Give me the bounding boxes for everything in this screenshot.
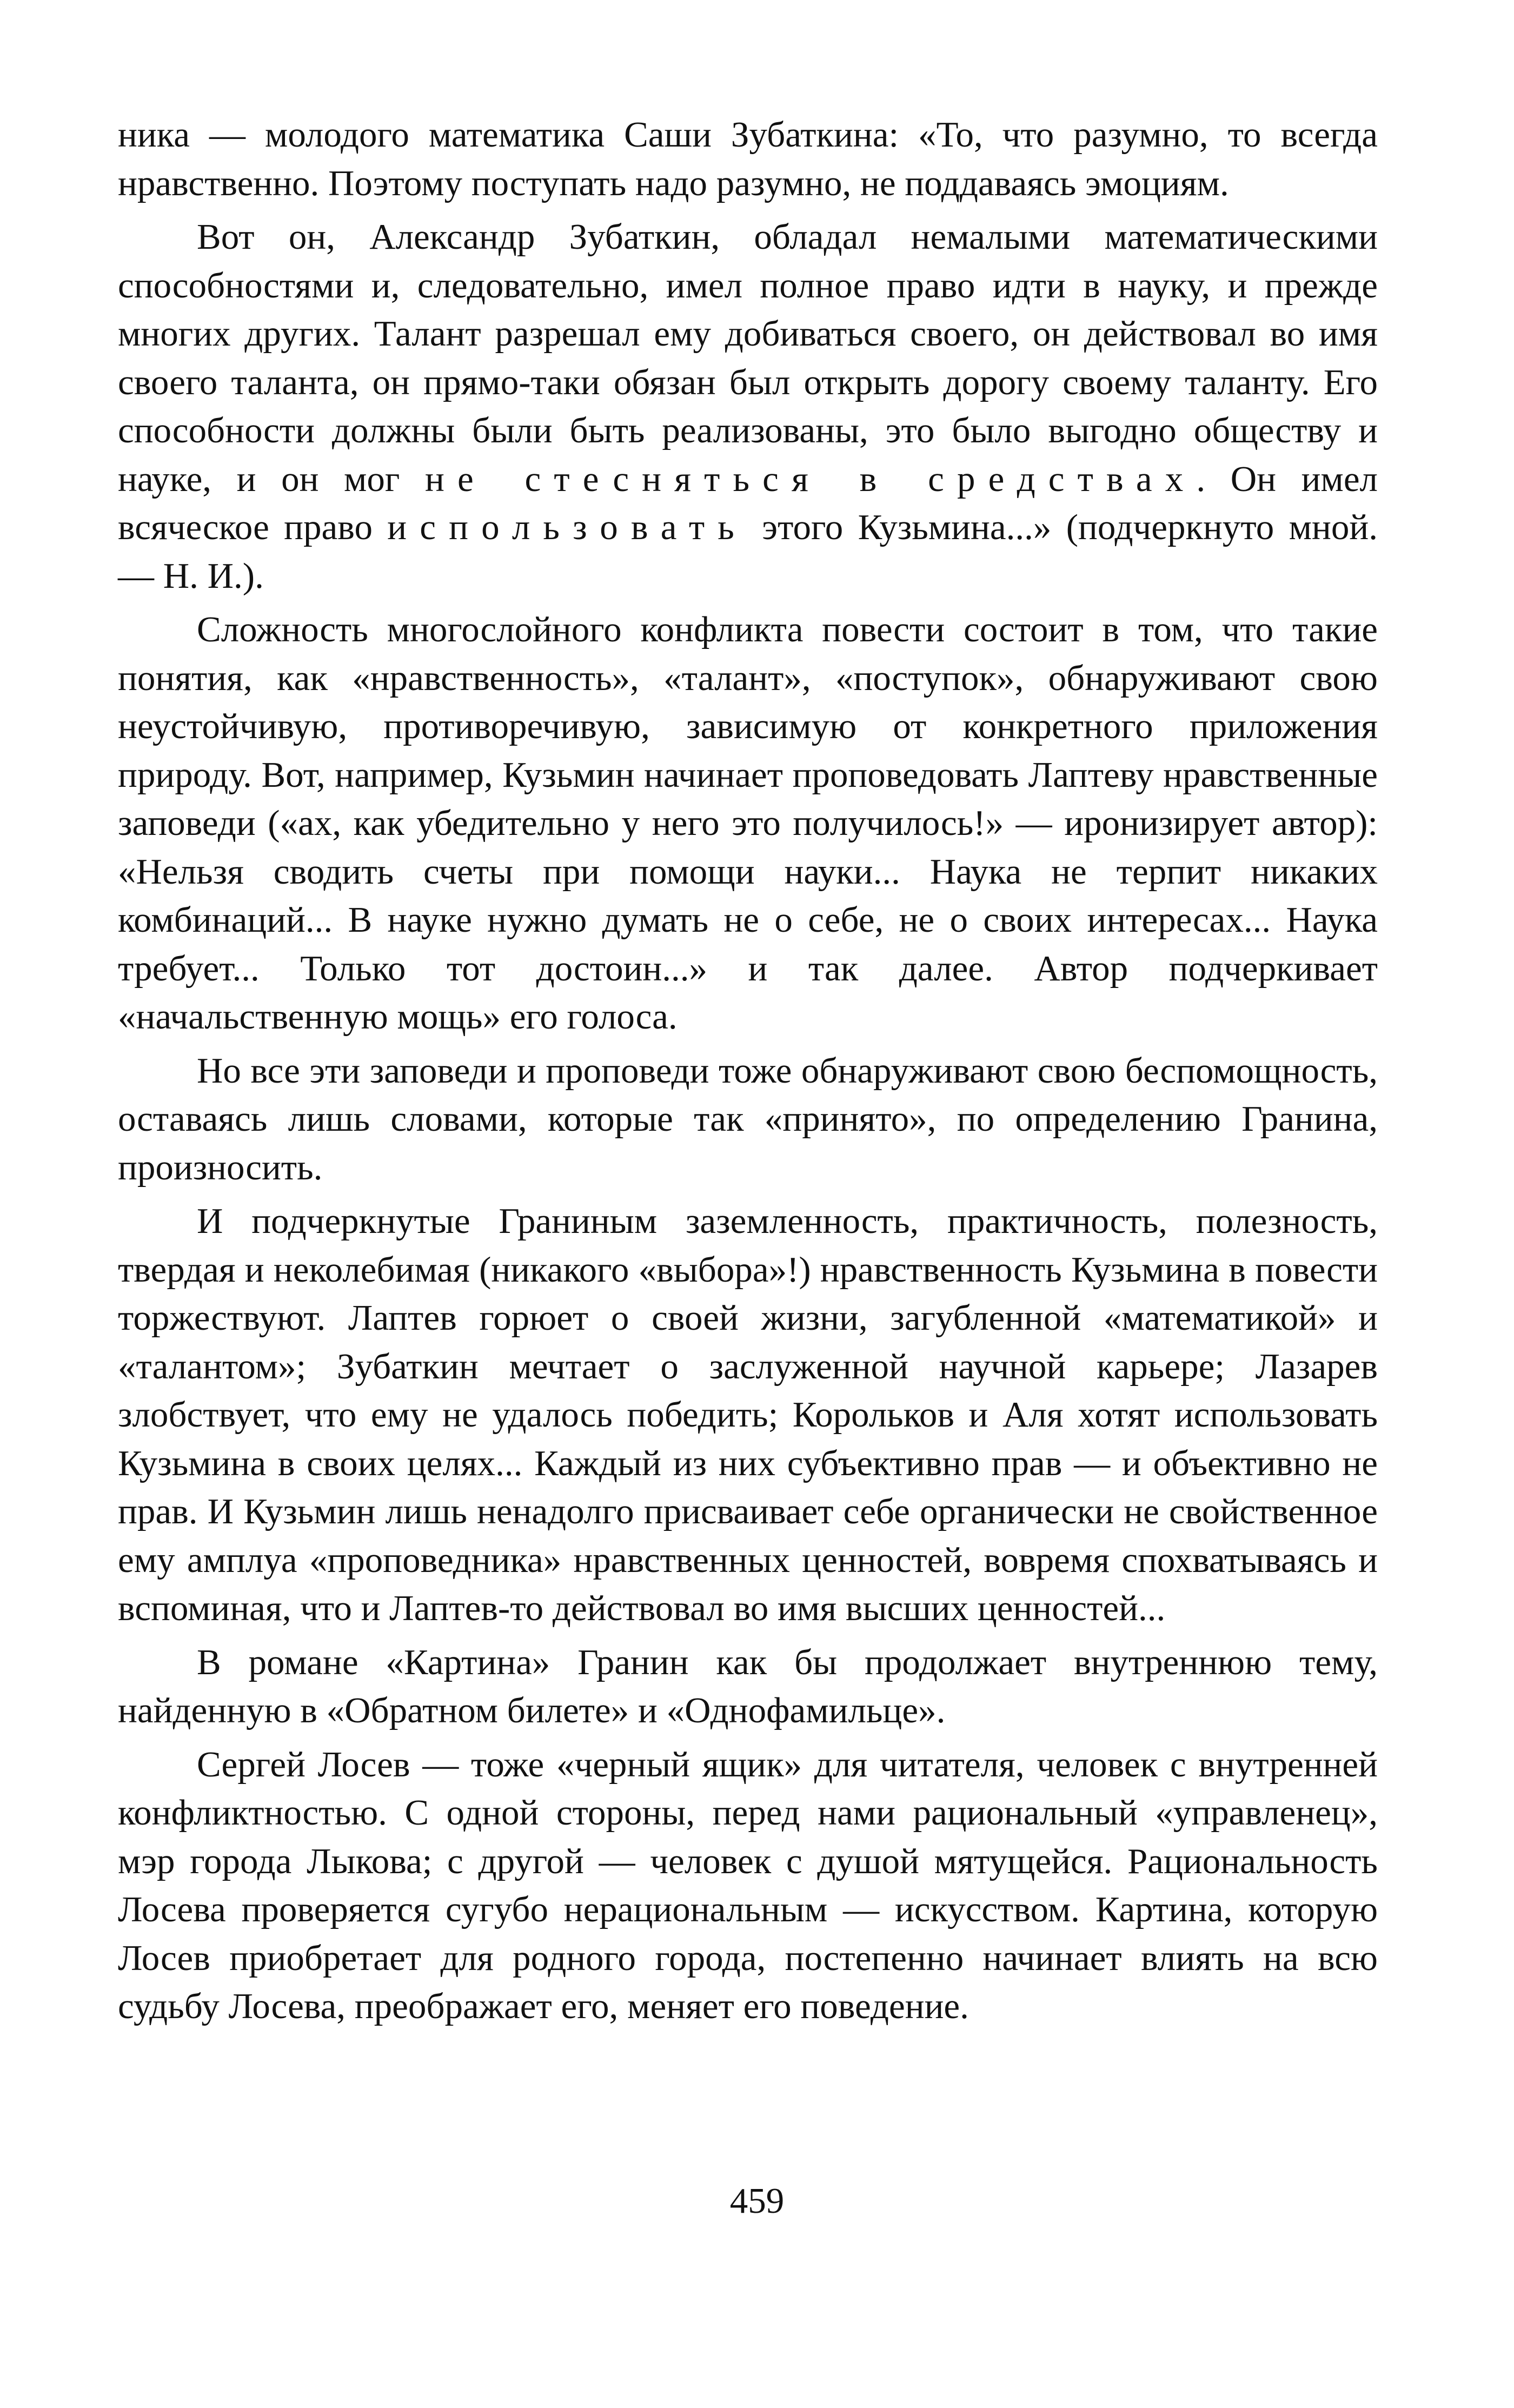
paragraph [118,1638,1378,1735]
paragraph-text: . Он имел всяческое право [118,459,1378,547]
paragraph-text: В романе «Картина» Гранин как бы продолжает внутреннюю тему, найденную в «Обратном билете» и «Однофамильце». [118,1642,1378,1730]
emphasized-text: не стесняться в средствах [425,459,1197,499]
paragraph-text: Вот он, Александр Зубаткин, обладал немалыми математическими способностями и, следовательно, имел полное право идти в науку, и прежде многих других. Талант разрешал ему добиваться своего, он действовал во имя своего таланта, он прямо-таки обязан был открыть дорогу своему таланту. Его способности должны были быть реализованы, это было выгодно обществу и науке, и он мог [118,217,1378,499]
page-number: 459 [729,2181,785,2221]
paragraph [118,213,1378,600]
paragraph-text: ника — молодого математика Саши Зубаткина: «То, что разумно, то всегда нравственно. Поэтому поступать надо разумно, не поддаваясь эмоциям. [118,115,1378,203]
paragraph [118,1741,1378,2031]
page-text [118,111,1378,2031]
paragraph-text: И подчеркнутые Граниным заземленность, практичность, полезность, твердая и неколебимая (никакого «выбора»!) нравственность Кузьмина в повести торжествуют. Лаптев горюет о своей жизни, загубленной «математикой» и «талантом»; Зубаткин мечтает о заслуженной научной карьере; Лазарев злобствует, что ему не удалось победить; Корольков и Аля хотят использовать Кузьмина в своих целях... Каждый из них субъективно прав — и объективно не прав. И Кузьмин лишь ненадолго присваивает себе органически не свойственное ему амплуа «проповедника» нравственных ценностей, вовремя спохватываясь и вспоминая, что и Лаптев-то действовал во имя высших ценностей... [118,1201,1378,1628]
paragraph-text: этого Кузьмина...» (подчеркнуто мной.— Н. И.). [118,507,1378,596]
paragraph [118,606,1378,1042]
paragraph-text: Сергей Лосев — тоже «черный ящик» для читателя, человек с внутренней конфликтностью. С одной стороны, перед нами рациональный «управленец», мэр города Лыкова; с другой — человек с душой мятущейся. Рациональность Лосева проверяется сугубо нерациональным — искусством. Картина, которую Лосев приобретает для родного города, постепенно начинает влиять на всю судьбу Лосева, преображает его, меняет его поведение. [118,1744,1378,2026]
emphasized-text: использовать [387,507,747,547]
paragraph-text: Но все эти заповеди и проповеди тоже обнаруживают свою беспомощность, оставаясь лишь словами, которые так «принято», по определению Гранина, произносить. [118,1050,1378,1188]
paragraph-continuation [118,111,1378,208]
paragraph [118,1197,1378,1633]
paragraph [118,1047,1378,1192]
paragraph-text: Сложность многослойного конфликта повести состоит в том, что такие понятия, как «нравственность», «талант», «поступок», обнаруживают свою неустойчивую, противоречивую, зависимую от конкретного приложения природу. Вот, например, Кузьмин начинает проповедовать Лаптеву нравственные заповеди («ах, как убедительно у него это получилось!» — иронизирует автор): «Нельзя сводить счеты при помощи науки... Наука не терпит никаких комбинаций... В науке нужно думать не о себе, не о своих интересах... Наука требует... Только тот достоин...» и так далее. Автор подчеркивает «начальственную мощь» его голоса. [118,609,1378,1037]
